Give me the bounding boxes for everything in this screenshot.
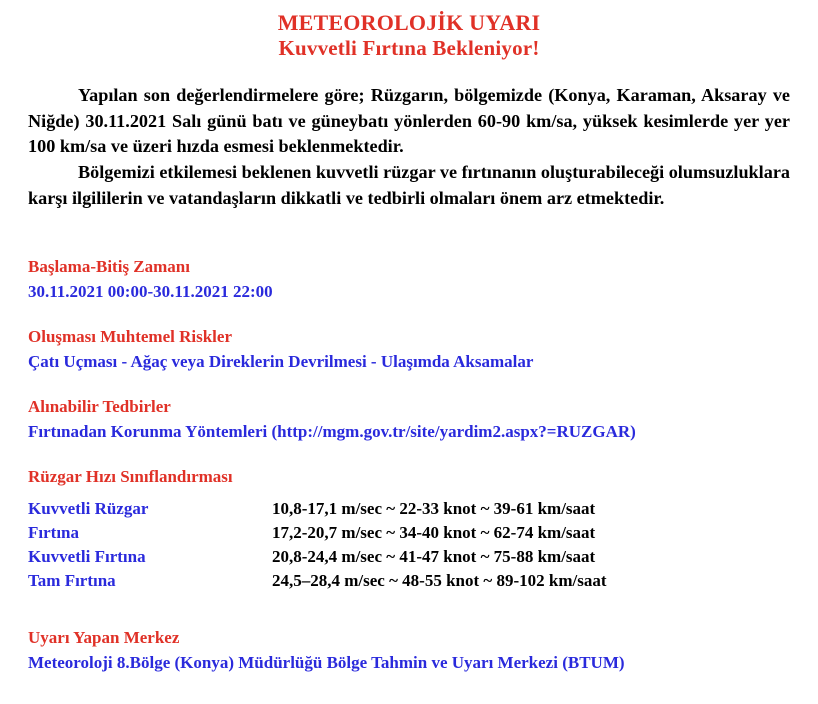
wind-speed-classification-table <box>28 497 607 594</box>
possible-risks-label: Oluşması Muhtemel Riskler <box>28 326 232 346</box>
wind-class-range: 20,8-24,4 m/sec ~ 41-47 knot ~ 75-88 km/saat <box>272 546 596 566</box>
wind-class-range: 24,5–28,4 m/sec ~ 48-55 knot ~ 89-102 km/saat <box>272 570 607 590</box>
body-text-area <box>28 83 790 212</box>
table-row <box>28 569 607 593</box>
warning-details-section <box>28 256 798 675</box>
wind-class-name: Fırtına <box>28 522 79 542</box>
wind-classification-label: Rüzgar Hızı Sınıflandırması <box>28 466 233 486</box>
wind-class-range: 17,2-20,7 m/sec ~ 34-40 knot ~ 62-74 km/saat <box>272 522 596 542</box>
document-title: METEOROLOJİK UYARI <box>277 10 541 35</box>
wind-class-name: Kuvvetli Rüzgar <box>28 498 149 518</box>
table-row <box>28 545 607 569</box>
issuing-center-label: Uyarı Yapan Merkez <box>28 628 180 647</box>
precautions-value[interactable]: Fırtınadan Korunma Yöntemleri (http://mgm.gov.tr/site/yardim2.aspx?=RUZGAR) <box>28 421 636 441</box>
field-possible-risks <box>28 326 798 374</box>
wind-table-body <box>28 497 607 594</box>
body-paragraph-2: Bölgemizi etkilemesi beklenen kuvvetli rüzgar ve fırtınanın oluşturabileceği olumsuzluklara karşı ilgililerin ve vatandaşların dikkatli ve tedbirli olmaları önem arz etmektedir. <box>28 162 790 209</box>
field-precautions <box>28 396 798 444</box>
wind-class-name: Tam Fırtına <box>28 570 116 590</box>
possible-risks-value: Çatı Uçması - Ağaç veya Direklerin Devrilmesi - Ulaşımda Aksamalar <box>28 351 534 371</box>
body-paragraph-1: Yapılan son değerlendirmelere göre; Rüzgarın, bölgemizde (Konya, Karaman, Aksaray ve Niğde) 30.11.2021 Salı günü batı ve güneybatı yönlerden 60-90 km/sa, yüksek kesimlerde yer yer 100 km/sa ve üzeri hızda esmesi beklenmektedir. <box>28 84 790 157</box>
field-start-end-time <box>28 256 798 304</box>
table-row <box>28 521 607 545</box>
start-end-time-value: 30.11.2021 00:00-30.11.2021 22:00 <box>28 281 273 301</box>
precautions-label: Alınabilir Tedbirler <box>28 396 171 416</box>
document-subtitle: Kuvvetli Fırtına Bekleniyor! <box>278 35 540 60</box>
wind-class-name: Kuvvetli Fırtına <box>28 546 146 566</box>
field-issuing-center <box>28 627 798 675</box>
start-end-time-label: Başlama-Bitiş Zamanı <box>28 256 190 276</box>
wind-class-range: 10,8-17,1 m/sec ~ 22-33 knot ~ 39-61 km/saat <box>272 498 596 518</box>
document-header <box>0 0 818 61</box>
table-row <box>28 497 607 521</box>
field-wind-classification <box>28 466 798 593</box>
issuing-center-value: Meteoroloji 8.Bölge (Konya) Müdürlüğü Bölge Tahmin ve Uyarı Merkezi (BTUM) <box>28 652 625 672</box>
